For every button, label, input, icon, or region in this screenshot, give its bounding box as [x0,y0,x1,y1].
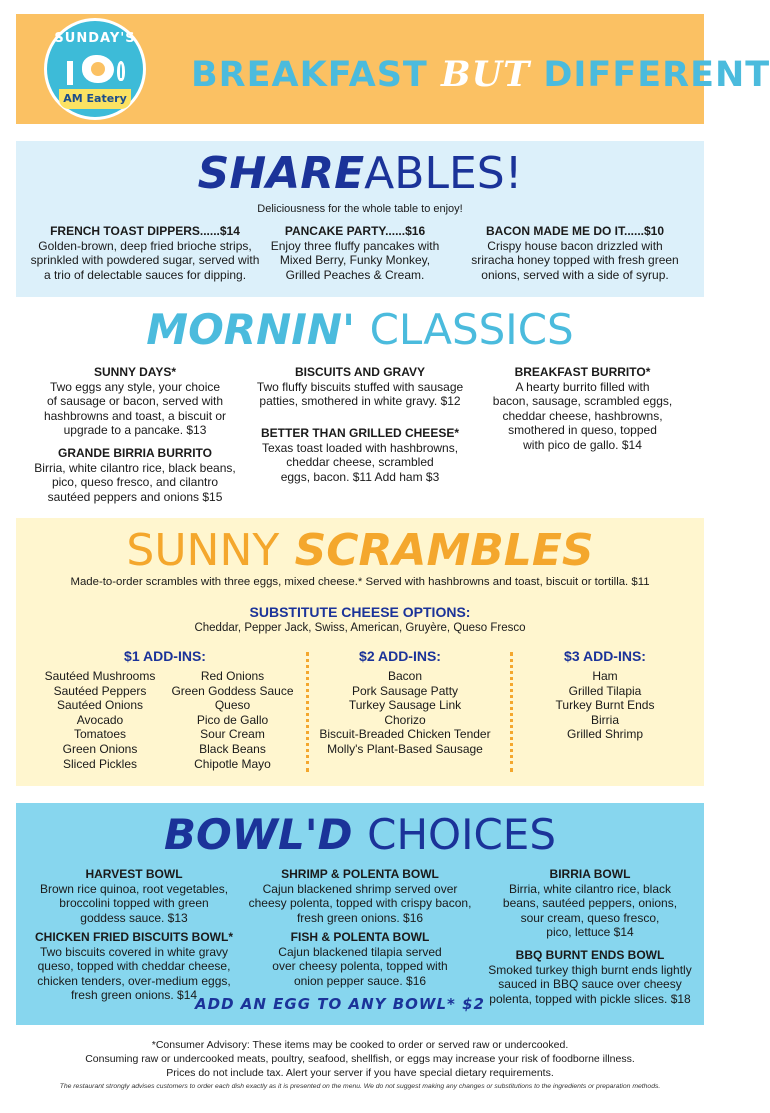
divider-dots-1 [306,652,309,772]
tagline: BREAKFAST BUT DIFFERENT [191,54,770,95]
consumer-advisory: *Consumer Advisory: These items may be cooked to order or served raw or undercooked. Consuming raw or undercooked meats, poultry, seafood, shellfish, or eggs may increase your risk of foodborne illness. Prices do not include tax. Alert your server if you have special dietary requirements. [85,1039,635,1079]
addins-3-title: $3 ADD-INS: [564,648,646,664]
menu-item-shrimp-polenta: SHRIMP & POLENTA BOWL Cajun blackened shrimp served over cheesy polenta, topped with crispy bacon, fresh green onions. $16 [248,867,472,925]
menu-item-fish-polenta: FISH & POLENTA BOWL Cajun blackened tilapia served over cheesy polenta, topped with onion pepper sauce. $16 [272,930,448,988]
menu-item-harvest-bowl: HARVEST BOWL Brown rice quinoa, root vegetables, broccolini topped with green goddess sauce. $13 [39,867,229,925]
menu-item-breakfast-burrito: BREAKFAST BURRITO* A hearty burrito filled with bacon, sausage, scrambled eggs, cheddar cheese, hashbrowns, smothered in queso, topped with pico de gallo. $14 [492,365,673,452]
logo [44,18,146,120]
scrambles-intro: Made-to-order scrambles with three eggs, mixed cheese.* Served with hashbrowns and toast, biscuit or tortilla. $11 [70,576,650,588]
menu-item-french-toast: FRENCH TOAST DIPPERS......$14 Golden-brown, deep fried brioche strips, sprinkled with powdered sugar, served with a trio of delectable sauces for dipping. [30,224,260,282]
menu-item-biscuits-gravy: BISCUITS AND GRAVY Two fluffy biscuits stuffed with sausage patties, smothered in white gravy. $12 [256,365,464,408]
addins-2-title: $2 ADD-INS: [359,648,441,664]
addins-1-list-a: Sautéed Mushrooms Sautéed Peppers Sautéed Onions Avocado Tomatoes Green Onions Sliced Pickles [44,669,156,771]
fork-icon [67,61,73,85]
addins-3-list: Ham Grilled Tilapia Turkey Burnt Ends Birria Grilled Shrimp [555,669,655,742]
bowls-title: BOWL'D CHOICES [163,810,557,859]
scrambles-title: SUNNY SCRAMBLES [126,525,594,576]
addins-1-list-b: Red Onions Green Goddess Sauce Queso Pico de Gallo Sour Cream Black Beans Chipotle Mayo [171,669,294,771]
logo-banner-text: AM Eatery [59,89,131,109]
menu-item-sunny-days: SUNNY DAYS* Two eggs any style, your choice of sausage or bacon, served with hashbrowns and toast, a biscuit or upgrade to a pancake. $13 [43,365,227,437]
logo-top-text: SUNDAY'S [54,31,136,46]
addins-2-list: Bacon Pork Sausage Patty Turkey Sausage Link Chorizo Biscuit-Breaded Chicken Tender Molly's Plant-Based Sausage [319,669,491,756]
menu-item-grande-birria: GRANDE BIRRIA BURRITO Birria, white cilantro rice, black beans, pico, queso fresco, and cilantro sautéed peppers and onions $15 [34,446,236,504]
spoon-icon [117,61,125,81]
menu-item-bacon-made-me: BACON MADE ME DO IT......$10 Crispy house bacon drizzled with sriracha honey topped with fresh green onions, served with a side of syrup. [471,224,679,282]
fine-print: The restaurant strongly advises customers to order each dish exactly as it is presented on the menu. We do not suggest making any changes or substitutions to the ingredients or preparation methods. [59,1083,661,1090]
header-banner [16,14,770,124]
add-egg-note: ADD AN EGG TO ANY BOWL* $2 [195,995,485,1013]
fried-egg-icon [82,55,114,83]
menu-item-bbq-burnt-ends: BBQ BURNT ENDS BOWL Smoked turkey thigh burnt ends lightly sauced in BBQ sauce over cheesy polenta, topped with pickle slices. $18 [488,948,692,1006]
substitute-cheese-title: SUBSTITUTE CHEESE OPTIONS: [249,604,471,620]
menu-item-chicken-fried-biscuits: CHICKEN FRIED BISCUITS BOWL* Two biscuits covered in white gravy queso, topped with cheddar cheese, chicken tenders, over-medium eggs, fresh green onions. $14 [35,930,233,1002]
shareables-title: SHAREABLES! [197,148,523,199]
divider-dots-2 [510,652,513,772]
menu-item-birria-bowl: BIRRIA BOWL Birria, white cilantro rice, black beans, sautéed peppers, onions, sour cream, queso fresco, pico, lettuce $14 [502,867,678,939]
shareables-subtitle: Deliciousness for the whole table to enjoy! [257,203,463,215]
menu-item-pancake-party: PANCAKE PARTY......$16 Enjoy three fluffy pancakes with Mixed Berry, Funky Monkey, Grilled Peaches & Cream. [270,224,440,282]
menu-item-better-grilled-cheese: BETTER THAN GRILLED CHEESE* Texas toast loaded with hashbrowns, cheddar cheese, scrambled eggs, bacon. $11 Add ham $3 [260,426,459,484]
classics-title: MORNIN' CLASSICS [146,305,574,354]
substitute-cheese-list: Cheddar, Pepper Jack, Swiss, American, Gruyère, Queso Fresco [194,622,526,634]
addins-1-title: $1 ADD-INS: [124,648,206,664]
